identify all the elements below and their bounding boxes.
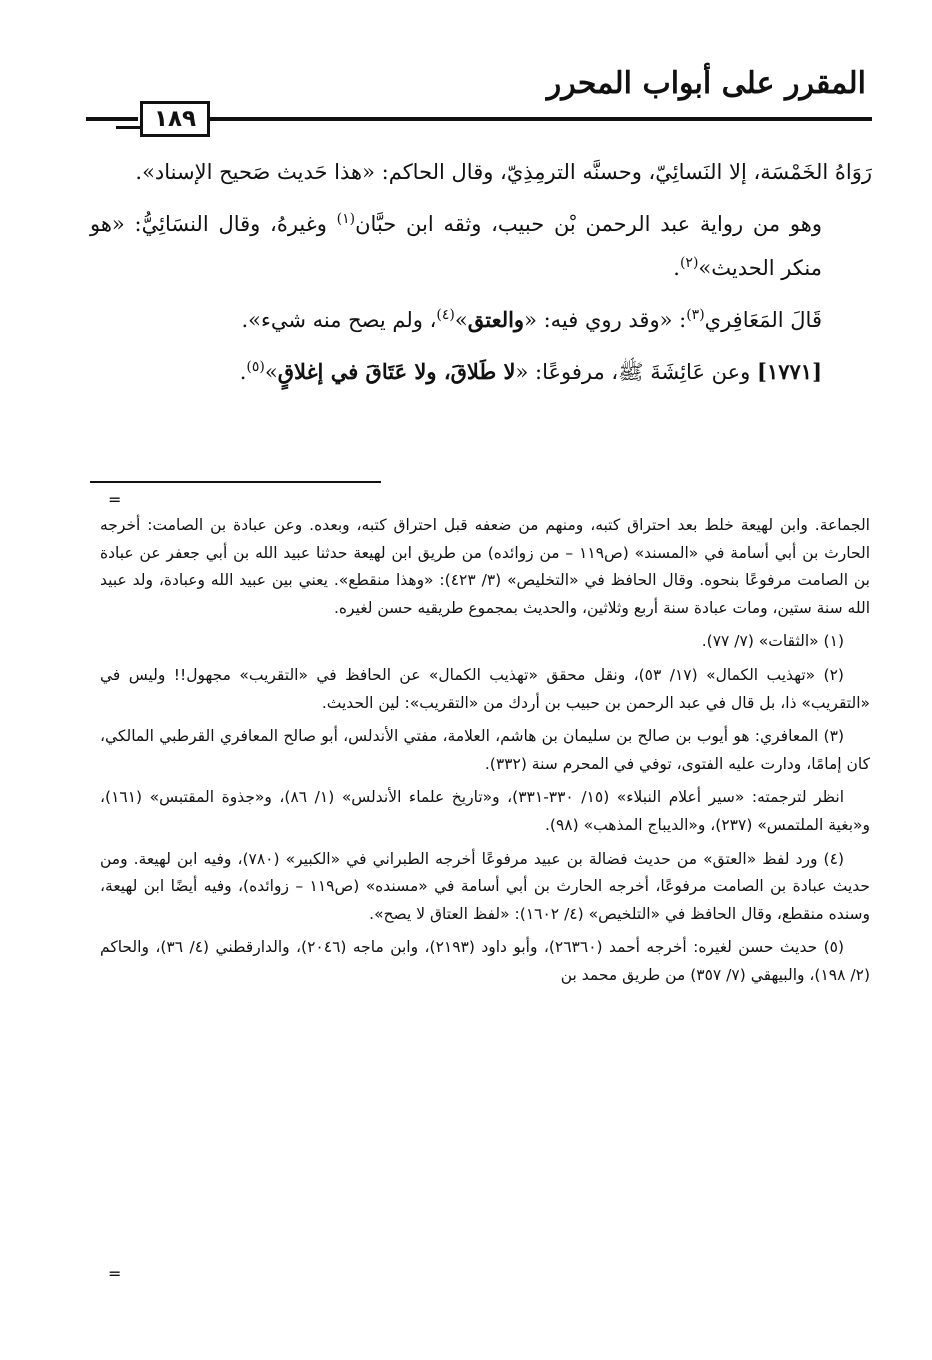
header-rule-tick — [116, 126, 140, 129]
main-paragraph-3 — [90, 298, 872, 342]
running-header-title: المقرر على أبواب المحرر — [546, 66, 866, 101]
footnote-ref-1[interactable]: (١) — [336, 211, 356, 227]
footnotes — [100, 512, 870, 996]
footnote-1: (١) «الثقات» (٧/ ٧٧). — [701, 632, 844, 651]
p4-text: وعن عَائِشَةَ ﷺ، مرفوعًا: « — [515, 360, 757, 384]
main-paragraph-2: وهو من رواية عبد الرحمن بْن حبيب، وثقه ابن حبَّان$^{(١)}$ وغيرهُ، وقال النسَائِيُّ: «هو منكر الحديث»$^{(٢)}$. — [90, 211, 822, 280]
footnote-5: (٥) حديث حسن لغيره: أخرجه أحمد (٢٦٣٦٠)، وأبو داود (٢١٩٣)، وابن ماجه (٢٠٤٦)، والدارقطني (٤/ ٣٦)، والحاكم (٢/ ١٩٨)، والبيهقي (٧/ ٣٥٧) من طريق محمد بن — [100, 938, 870, 984]
footnote-ref-3[interactable]: (٣) — [686, 307, 705, 323]
p3-close: » — [454, 308, 468, 332]
footnote-2: (٢) «تهذيب الكمال» (١٧/ ٥٣)، ونقل محقق «تهذيب الكمال» عن الحافظ في «التقريب» مجهول!! وليس في «التقريب» ذا، بل قال في عبد الرحمن بن حبيب بن أردك من «التقريب»: لين الحديث. — [100, 665, 870, 712]
footnote-ref-4[interactable]: (٤) — [436, 307, 455, 323]
continuation-mark-top: = — [108, 490, 122, 509]
footnote-separator — [90, 481, 381, 483]
footnote-ref-2[interactable]: (٢) — [679, 255, 699, 271]
p3-end: ، ولم يصح منه شيء». — [241, 308, 437, 332]
header-rule-left — [86, 117, 138, 121]
header-rule-right — [206, 117, 872, 121]
hadith-text: لا طَلاقَ، ولا عَتَاقَ في إغلاقٍ — [277, 359, 516, 384]
footnote-4: (٤) ورد لفظ «العتق» من حديث فضالة بن عبيد مرفوعًا أخرجه الطبراني في «الكبير» (٧٨٠)، وفيه ابن لهيعة. ومن حديث عبادة بن الصامت مرفوعًا، أخرجه الحارث بن أبي أسامة في «مسنده» (ص١١٩ – زوائده)، وفيه أيضًا ابن لهيعة، وسنده منقطع، وقال الحافظ في «التلخيص» (٤/ ١٦٠٢): «لفظ العتاق لا يصح». — [100, 849, 870, 923]
p3-bold-quote: والعتق — [467, 307, 525, 332]
main-text — [90, 150, 872, 402]
footnote-3-sources: انظر لترجمته: «سير أعلام النبلاء» (١٥/ ٣٣٠-٣٣١)، و«تاريخ علماء الأندلس» (١/ ٨٦)، و«جذوة المقتبس» (١٦١)، و«بغية الملتمس» (٢٣٧)، و«الديباج المذهب» (٩٨). — [100, 788, 870, 834]
p3-text: قَالَ المَعَافِري — [704, 308, 822, 332]
continuation-mark-bottom: = — [108, 1264, 122, 1283]
p2-mid: وغيرهُ، وقال النسَائِيُّ: «هو منكر الحديث» — [90, 212, 822, 280]
footnote-continuation: الجماعة. وابن لهيعة خلط بعد احتراق كتبه، ومنهم من ضعفه قبل احتراق كتبه، وبعده. وعن عبادة بن الصامت: أخرجه الحارث بن أبي أسامة في «المسند» (ص١١٩ – من زوائده) من طريق ابن لهيعة حدثنا عبيد الله بن أبي جعفر عن عبادة بن الصامت مرفوعًا بنحوه. وقال الحافظ في «التخليص» (٣/ ٤٢٣): «وهذا منقطع». يعني بين عبيد الله وعبادة، ولد عبيد الله سنة ستين، ومات عبادة سنة أربع وثلاثين، والحديث بمجموع طريقيه حسن لغيره. — [100, 516, 870, 617]
p3-mid: : «وقد روي فيه: « — [524, 308, 687, 332]
main-paragraph-1: رَوَاهُ الخَمْسَة، إلا النَسائِيّ، وحسنَّه الترمِذِيّ، وقال الحاكم: «هذا حَديث صَحيح الإسناد». — [135, 160, 872, 184]
hadith-number: [١٧٧١] — [757, 359, 822, 384]
main-paragraph-4: [١٧٧١] وعن عَائِشَةَ ﷺ، مرفوعًا: «لا طَلاقَ، ولا عَتَاقَ في إغلاقٍ»$^{(٥)}$. — [239, 359, 822, 384]
footnote-3: (٣) المعافري: هو أيوب بن صالح بن سليمان بن هاشم، العلامة، مفتي الأندلس، أبو صالح المعافري القرطبي المالكي، كان إمامًا، ودارت عليه الفتوى، توفي في المحرم سنة (٣٣٢). — [100, 727, 870, 773]
p2-text: وهو من رواية عبد الرحمن بْن حبيب، وثقه ابن حبَّان — [355, 212, 822, 236]
p4-close: » — [264, 360, 278, 384]
page-number: ١٨٩ — [140, 101, 210, 137]
footnote-ref-5[interactable]: (٥) — [246, 359, 265, 375]
